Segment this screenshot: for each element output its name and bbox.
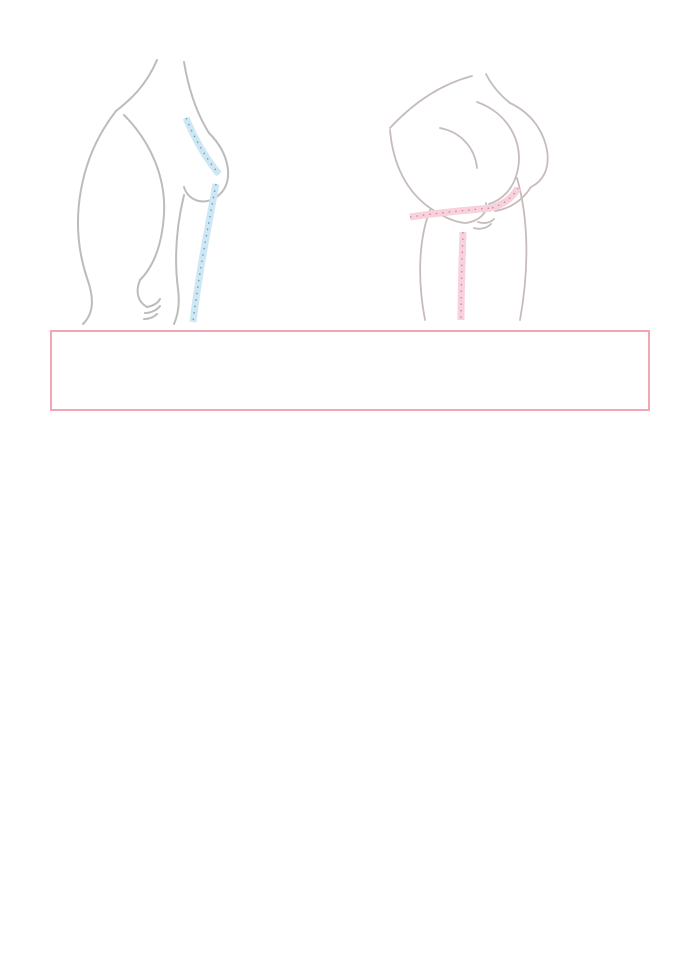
section-under-bust-label [286,84,320,109]
number-1-badge [14,84,39,109]
number-2-badge [286,84,311,109]
number-1-badge [291,355,318,382]
upper-bust-measure-figure [38,58,253,326]
formula-equation [291,355,409,382]
formula-box [50,330,650,411]
size-table [4,432,693,912]
number-2-badge [348,355,375,382]
under-bust-measure-figure [382,70,562,322]
pink-measuring-tape-icon [410,188,518,320]
title-bar [0,27,700,61]
blue-measuring-tape-icon [186,118,219,322]
